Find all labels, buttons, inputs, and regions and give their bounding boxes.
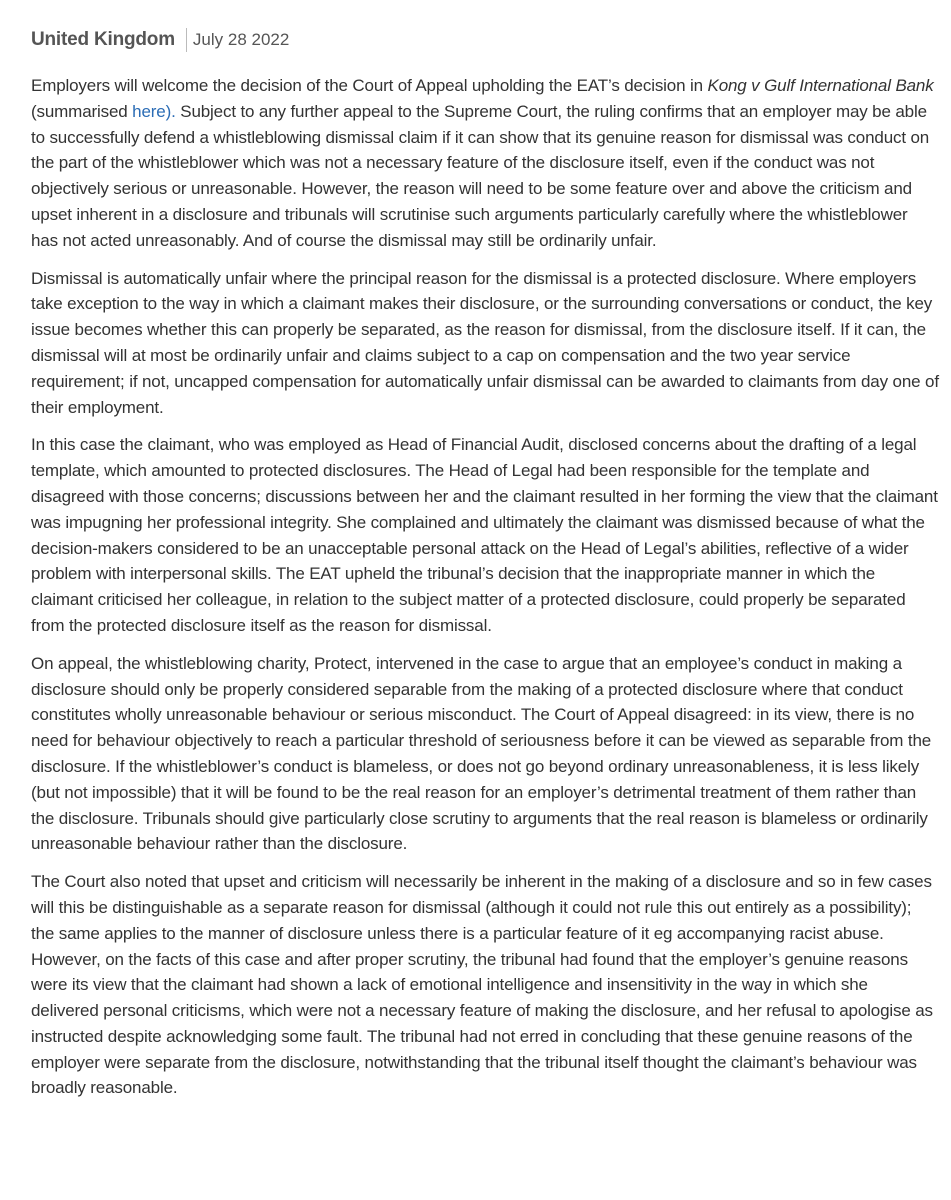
p1-intro: Employers will welcome the decision of the Court of Appeal upholding the EAT’s decision in — [31, 76, 708, 95]
article-meta — [31, 27, 939, 53]
summary-link[interactable]: here). — [132, 101, 176, 121]
paragraph-4: On appeal, the whistleblowing charity, Protect, intervened in the case to argue that an employee’s conduct in making a disclosure should only be properly considered separable from the making of a protected disclosure where that conduct constitutes wholly unreasonable behaviour or serious misconduct. The Court of Appeal disagreed: in its view, there is no need for behaviour objectively to reach a particular threshold of seriousness before it can be viewed as separable from the disclosure. If the whistleblower’s conduct is blameless, or does not go beyond ordinary unreasonableness, it is less likely (but not impossible) that it will be found to be the real reason for an employer’s detrimental treatment of them rather than the disclosure. Tribunals should give particularly close scrutiny to arguments that the real reason is blameless or ordinarily unreasonable behaviour rather than the disclosure. — [31, 653, 932, 854]
paragraph-3: In this case the claimant, who was employed as Head of Financial Audit, disclosed concerns about the drafting of a legal template, which amounted to protected disclosures. The Head of Legal had been responsible for the template and disagreed with those concerns; discussions between her and the claimant resulted in her forming the view that the claimant was impugning her professional integrity. She complained and ultimately the claimant was dismissed because of what the decision-makers considered to be an unacceptable personal attack on the Head of Legal’s abilities, reflective of a wider problem with interpersonal skills. The EAT upheld the tribunal’s decision that the inappropriate manner in which the claimant criticised her colleague, in relation to the subject matter of a protected disclosure, could properly be separated from the protected disclosure itself as the reason for dismissal. — [31, 435, 938, 635]
meta-divider — [186, 28, 187, 52]
paragraph-2: Dismissal is automatically unfair where the principal reason for the dismissal is a protected disclosure. Where employers take exception to the way in which a claimant makes their disclosure, or the surrounding conversations or conduct, the key issue becomes whether this can properly be separated, as the reason for dismissal, from the disclosure itself. If it can, the dismissal will at most be ordinarily unfair and claims subject to a cap on compensation and the two year service requirement; if not, uncapped compensation for automatically unfair dismissal can be awarded to claimants from day one of their employment. — [31, 268, 939, 417]
region-label: United Kingdom — [31, 29, 175, 50]
publish-date: July 28 2022 — [192, 30, 290, 49]
paragraph-1 — [31, 73, 939, 254]
paragraph-5: The Court also noted that upset and criticism will necessarily be inherent in the making of a disclosure and so in few cases will this be distinguishable as a separate reason for dismissal (although it could not rule this out entirely as a possibility); the same applies to the manner of disclosure unless there is a particular feature of it eg accompanying racist abuse. However, on the facts of this case and after proper scrutiny, the tribunal had found that the employer’s genuine reasons were its view that the claimant had shown a lack of emotional intelligence and insensitivity in the way in which she delivered personal criticisms, which were not a necessary feature of making the disclosure, and her refusal to apologise as instructed despite acknowledging some fault. The tribunal had not erred in concluding that these genuine reasons of the employer were separate from the disclosure, notwithstanding that the tribunal itself thought the claimant’s behaviour was broadly reasonable. — [31, 872, 933, 1098]
p1-rest: Subject to any further appeal to the Supreme Court, the ruling confirms that an employer may be able to successfully defend a whistleblowing dismissal claim if it can show that its genuine reason for dismissal was conduct on the part of the whistleblower which was not a necessary feature of the disclosure itself, even if the conduct was not objectively serious or unreasonable. However, the reason will need to be some feature over and above the criticism and upset inherent in a disclosure and tribunals will scrutinise such arguments particularly carefully where the whistleblower has not acted unreasonably. And of course the dismissal may still be ordinarily unfair. — [31, 101, 930, 250]
case-name: Kong v Gulf International Bank — [707, 76, 934, 95]
p1-summarised: (summarised — [31, 101, 133, 121]
article — [31, 0, 939, 1101]
